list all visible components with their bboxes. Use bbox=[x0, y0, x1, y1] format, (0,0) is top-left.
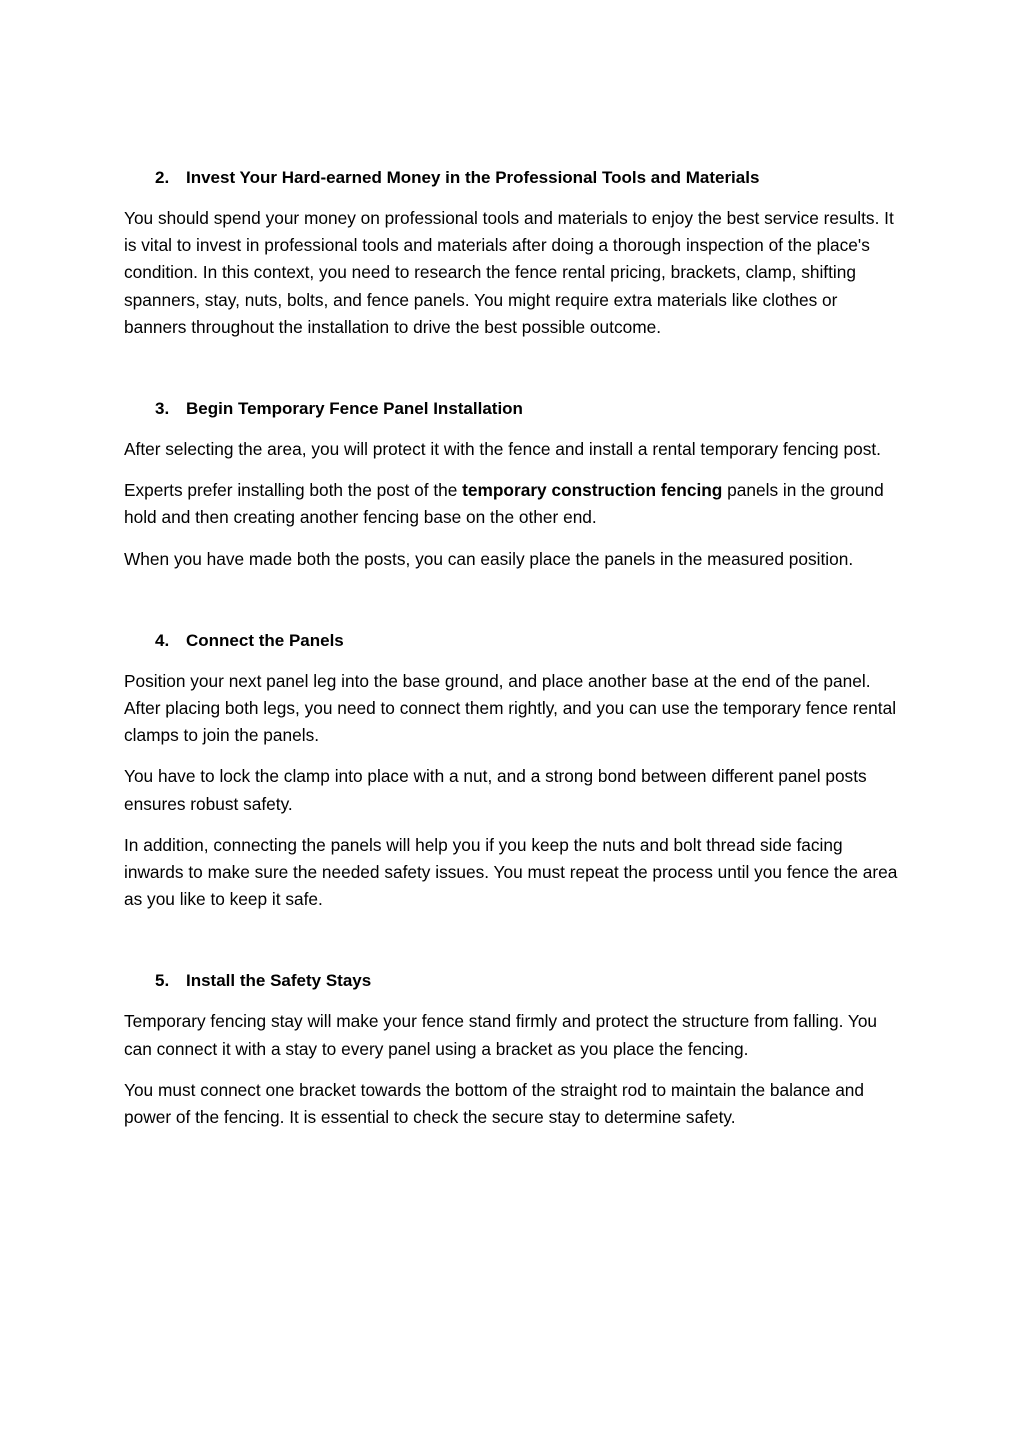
paragraph-text-before: Experts prefer installing both the post of the bbox=[124, 480, 463, 501]
section-number: 5. bbox=[155, 971, 170, 991]
section-number: 2. bbox=[155, 168, 170, 187]
section-heading bbox=[124, 967, 904, 994]
section-safety-stays bbox=[124, 967, 904, 1131]
paragraph: You have to lock the clamp into place with a nut, and a strong bond between different panel posts ensures robust safety. bbox=[124, 766, 867, 814]
paragraph: Temporary fencing stay will make your fence stand firmly and protect the structure from falling. You can connect it with a stay to every panel using a bracket as you place the fencing. bbox=[124, 1011, 878, 1059]
section-invest-tools bbox=[124, 164, 904, 341]
section-number: 4. bbox=[155, 630, 170, 650]
paragraph-text-after: panels in the ground hold and then creating another fencing base on the other end. bbox=[124, 480, 884, 528]
paragraph: Position your next panel leg into the base ground, and place another base at the end of the panel. After placing both legs, you need to connect them rightly, and you can use the temporary fence rental clamps to join the panels. bbox=[124, 670, 897, 746]
paragraph: When you have made both the posts, you can easily place the panels in the measured position. bbox=[124, 548, 854, 569]
section-heading bbox=[124, 627, 904, 654]
paragraph: You should spend your money on professional tools and materials to enjoy the best service results. It is vital to invest in professional tools and materials after doing a thorough inspection of the place's condition. In this context, you need to research the fence rental pricing, brackets, clamp, shifting spanners, stay, nuts, bolts, and fence panels. You might require extra materials like clothes or banners throughout the installation to drive the best possible outcome. bbox=[124, 208, 894, 337]
document-body bbox=[124, 164, 904, 1185]
section-connect-panels bbox=[124, 627, 904, 914]
section-heading bbox=[124, 164, 904, 191]
paragraph: After selecting the area, you will protect it with the fence and install a rental temporary fencing post. bbox=[124, 439, 881, 460]
section-begin-installation bbox=[124, 395, 904, 573]
paragraph: You must connect one bracket towards the bottom of the straight rod to maintain the balance and power of the fencing. It is essential to check the secure stay to determine safety. bbox=[124, 1079, 865, 1128]
bold-phrase: temporary construction fencing bbox=[462, 480, 723, 501]
section-number: 3. bbox=[155, 399, 170, 419]
section-title: Begin Temporary Fence Panel Installation bbox=[186, 399, 523, 419]
section-heading bbox=[124, 395, 904, 422]
section-title: Install the Safety Stays bbox=[186, 971, 372, 991]
section-title: Connect the Panels bbox=[186, 630, 344, 650]
section-title: Invest Your Hard-earned Money in the Professional Tools and Materials bbox=[186, 168, 760, 187]
paragraph-with-bold bbox=[124, 477, 904, 531]
paragraph: In addition, connecting the panels will help you if you keep the nuts and bolt thread side facing inwards to make sure the needed safety issues. You must repeat the process until you fence the area as you like to keep it safe. bbox=[124, 834, 898, 910]
